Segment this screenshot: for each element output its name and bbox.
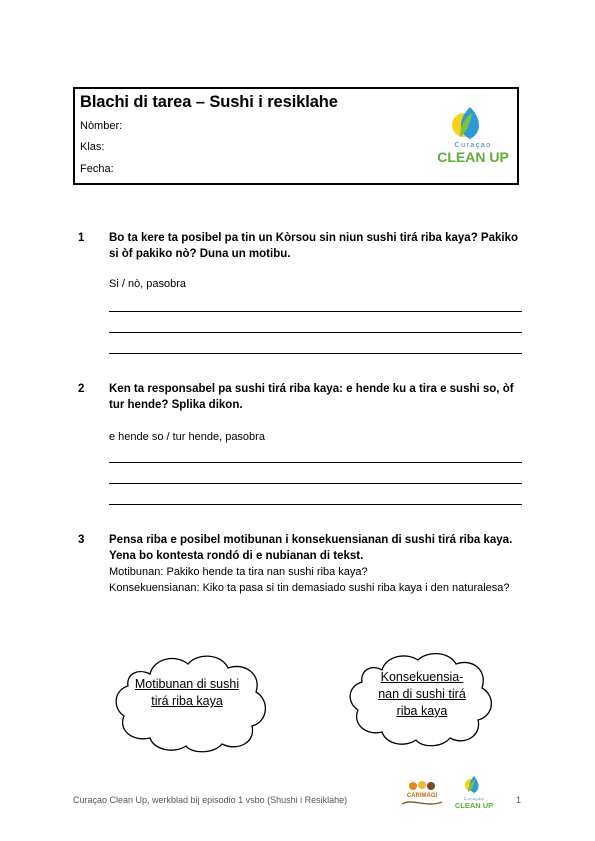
question-2-hint: e hende so / tur hende, pasobra xyxy=(109,431,265,443)
footer-clean-up-logo xyxy=(452,775,496,811)
question-1-text: Bo ta kere ta posibel pa tin un Kòrsou sin niun sushi tirá riba kaya? Pakiko si òf pakiko nò? Duna un motibu. xyxy=(109,232,518,260)
worksheet-header xyxy=(73,87,519,185)
logo-bottom-text: CLEAN UP xyxy=(437,149,509,165)
answer-line[interactable] xyxy=(109,332,522,333)
name-field-label: Nòmber: xyxy=(80,120,123,132)
question-2-text: Ken ta responsabel pa sushi tirá riba kaya: e hende ku a tira e sushi so, òf tur hende? Splika dikon. xyxy=(109,383,514,411)
footer-logo-top-text: Curaçao xyxy=(463,796,485,801)
carimagi-logo-text: CARIMAGI xyxy=(406,793,438,799)
question-1-hint: Si / nò, pasobra xyxy=(109,278,187,290)
leaf-drop-icon xyxy=(452,107,479,139)
page-number: 1 xyxy=(516,795,522,805)
question-3-reasons-prompt: Motibunan: Pakiko hende ta tira nan sushi riba kaya? xyxy=(109,566,368,578)
logo-top-text: Curaçao xyxy=(454,142,492,149)
answer-line[interactable] xyxy=(109,311,522,312)
answer-line[interactable] xyxy=(109,504,522,505)
question-1-number: 1 xyxy=(78,232,85,244)
class-field-label: Klas: xyxy=(80,141,105,153)
question-3-text: Pensa riba e posibel motibunan i konsekuensianan di sushi tirá riba kaya. Yena bo kontesta rondó di e nubianan di tekst. xyxy=(109,534,513,562)
reasons-cloud-label: Motibunan di sushi tirá riba kaya xyxy=(134,677,240,708)
page-title: Blachi di tarea – Sushi i resiklahe xyxy=(80,93,338,111)
date-field-label: Fecha: xyxy=(80,163,114,175)
answer-line[interactable] xyxy=(109,483,522,484)
consequences-cloud-label: Konsekuensia-nan di sushi tirá riba kaya xyxy=(378,670,466,718)
answer-line[interactable] xyxy=(109,353,522,354)
question-3-consequences-prompt: Konsekuensianan: Kiko ta pasa si tin demasiado sushi riba kaya i den naturalesa? xyxy=(109,582,510,594)
question-3-number: 3 xyxy=(78,534,85,546)
carimagi-logo xyxy=(397,778,447,810)
answer-line[interactable] xyxy=(109,462,522,463)
curacao-clean-up-logo xyxy=(430,103,516,169)
footer-text: Curaçao Clean Up, werkblad bij episodio 1 vsbo (Shushi i Resiklahe) xyxy=(73,795,348,805)
question-2-number: 2 xyxy=(78,383,85,395)
footer-logo-bottom-text: CLEAN UP xyxy=(454,801,494,810)
